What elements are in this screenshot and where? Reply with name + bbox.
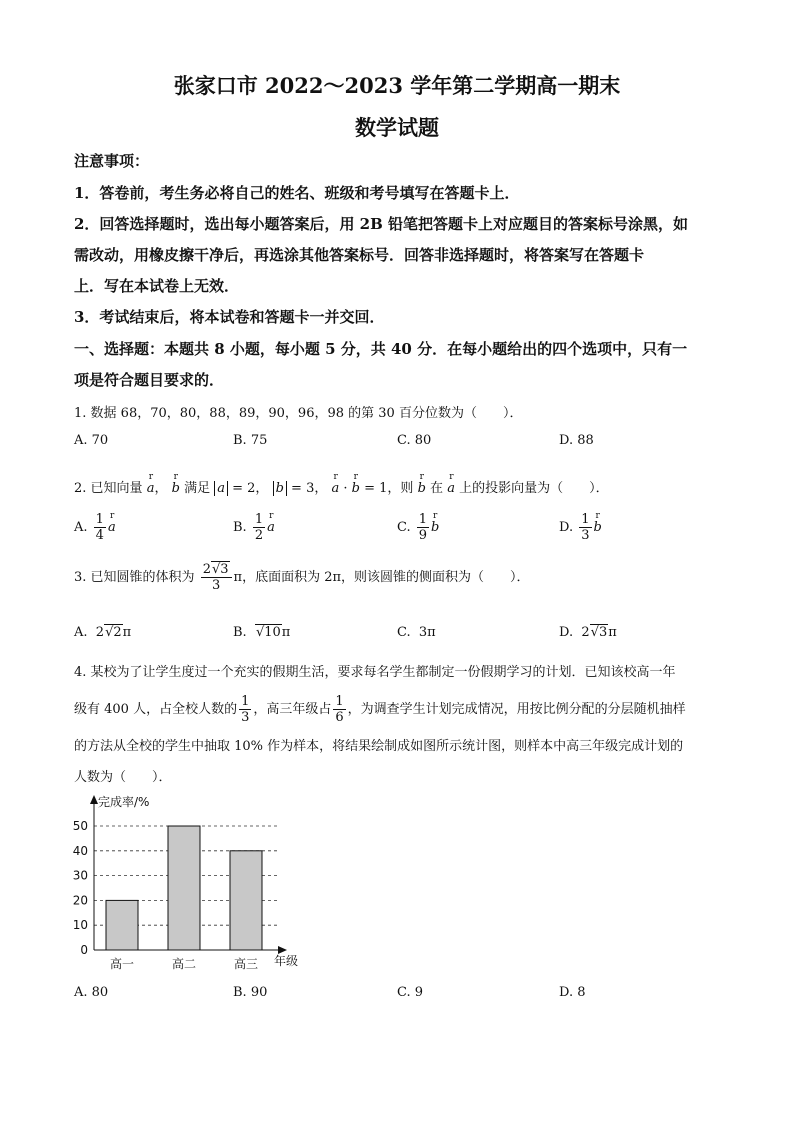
question-4-line-1: 4. 某校为了让学生度过一个充实的假期生活，要求每名学生都制定一份假期学习的计划．已知该校高一年 [74, 665, 676, 680]
norm-a: a [214, 481, 228, 496]
notes-item-2-line-2: 需改动，用橡皮擦干净后，再选涂其他答案标号．回答非选择题时，将答案写在答题卡 [74, 246, 645, 264]
question-3-stem: 3. 已知圆锥的体积为 $\frac{2√3}{3}$ π，底面面积为 2π，则该圆锥的侧面积为（ ）． [74, 562, 530, 593]
x-tick-label: 高三 [233, 957, 259, 971]
y-axis-label: 完成率/% [98, 795, 150, 809]
norm-b: b [273, 481, 287, 496]
question-4-option-d[interactable]: D. 8 [559, 985, 586, 1000]
bar-1 [106, 900, 138, 950]
y-tick-label: 30 [72, 868, 88, 883]
question-1-option-d[interactable]: D. 88 [559, 433, 594, 448]
question-3-option-c[interactable]: C. 3π [397, 625, 436, 640]
cone-volume-fraction: $\frac{2√3}{3}$ [201, 562, 232, 593]
question-4-option-a[interactable]: A. 80 [74, 985, 109, 1000]
y-tick-label: 40 [72, 843, 88, 858]
notes-item-3: 3．考试结束后，将本试卷和答题卡一并交回． [74, 308, 385, 326]
bar-3 [230, 851, 262, 950]
question-4-line-4: 人数为（ ）． [74, 770, 172, 785]
bar-2 [168, 826, 200, 950]
question-1-option-a[interactable]: A. 70 [74, 433, 109, 448]
fraction-one-third: $\frac{1}{3}$ [241, 694, 250, 725]
y-axis-arrow [90, 795, 98, 804]
completion-rate-bar-chart [70, 790, 330, 980]
question-1-option-b[interactable]: B. 75 [233, 433, 268, 448]
question-2-option-d[interactable]: D. $\frac{1}{3}$ r b [559, 512, 602, 543]
notes-item-1: 1．答卷前，考生务必将自己的姓名、班级和考号填写在答题卡上． [74, 184, 520, 202]
notes-item-2-line-3: 上．写在本试卷上无效． [74, 277, 240, 295]
fraction-one-sixth: $\frac{1}{6}$ [335, 694, 344, 725]
vector-a: r a [147, 481, 155, 496]
section-1-line-2: 项是符合题目要求的． [74, 371, 225, 389]
question-3-option-d[interactable]: D. 2√3π [559, 625, 617, 640]
vector-b: r b [172, 481, 180, 496]
x-axis-arrow [278, 946, 287, 954]
question-4-line-2: 级有 400 人，占全校人数的 $\frac{1}{3}$ ，高三年级占 $\frac{1}{6}$ ，为调查学生计划完成情况，用按比例分配的分层随机抽样 [74, 694, 686, 725]
y-tick-label: 50 [72, 819, 88, 833]
section-1-line-1: 一、选择题：本题共 8 小题，每小题 5 分，共 40 分．在每小题给出的四个选项中，只有一 [74, 340, 688, 358]
question-2-option-c[interactable]: C. $\frac{1}{9}$ r b [397, 512, 439, 543]
exam-subtitle: 数学试题 [355, 115, 439, 140]
x-axis-label: 年级 [274, 954, 299, 968]
y-tick-label: 0 [80, 943, 88, 957]
x-tick-label: 高一 [109, 957, 135, 971]
question-4-line-3: 的方法从全校的学生中抽取 10% 作为样本，将结果绘制成如图所示统计图，则样本中高三年级完成计划的 [74, 739, 684, 754]
question-2-option-a[interactable]: A. $\frac{1}{4}$ r a [74, 512, 116, 543]
question-1-stem: 1. 数据 68，70，80，88，89，90，96，98 的第 30 百分位数为（ ）． [74, 406, 523, 421]
question-1-option-c[interactable]: C. 80 [397, 433, 432, 448]
question-2-option-b[interactable]: B. $\frac{1}{2}$ r a [233, 512, 275, 543]
question-2-stem: 2. 已知向量 r a， r b 满足 a = 2， b = 3， r a · r b = 1，则 r b 在 r a 上的投影向量为（ ）． [74, 477, 609, 496]
exam-title: 张家口市 2022～2023 学年第二学期高一期末 [173, 73, 621, 98]
y-tick-label: 10 [72, 918, 88, 933]
notes-item-2-line-1: 2．回答选择题时，选出每小题答案后，用 2B 铅笔把答题卡上对应题目的答案标号涂黑，如 [74, 215, 689, 233]
question-3-option-b[interactable]: B. √10π [233, 625, 291, 640]
question-4-option-c[interactable]: C. 9 [397, 985, 424, 1000]
question-4-option-b[interactable]: B. 90 [233, 985, 268, 1000]
question-3-option-a[interactable]: A. 2√2π [74, 625, 132, 640]
y-tick-label: 20 [72, 893, 88, 908]
notes-heading: 注意事项： [74, 152, 150, 170]
x-tick-label: 高二 [171, 957, 197, 971]
